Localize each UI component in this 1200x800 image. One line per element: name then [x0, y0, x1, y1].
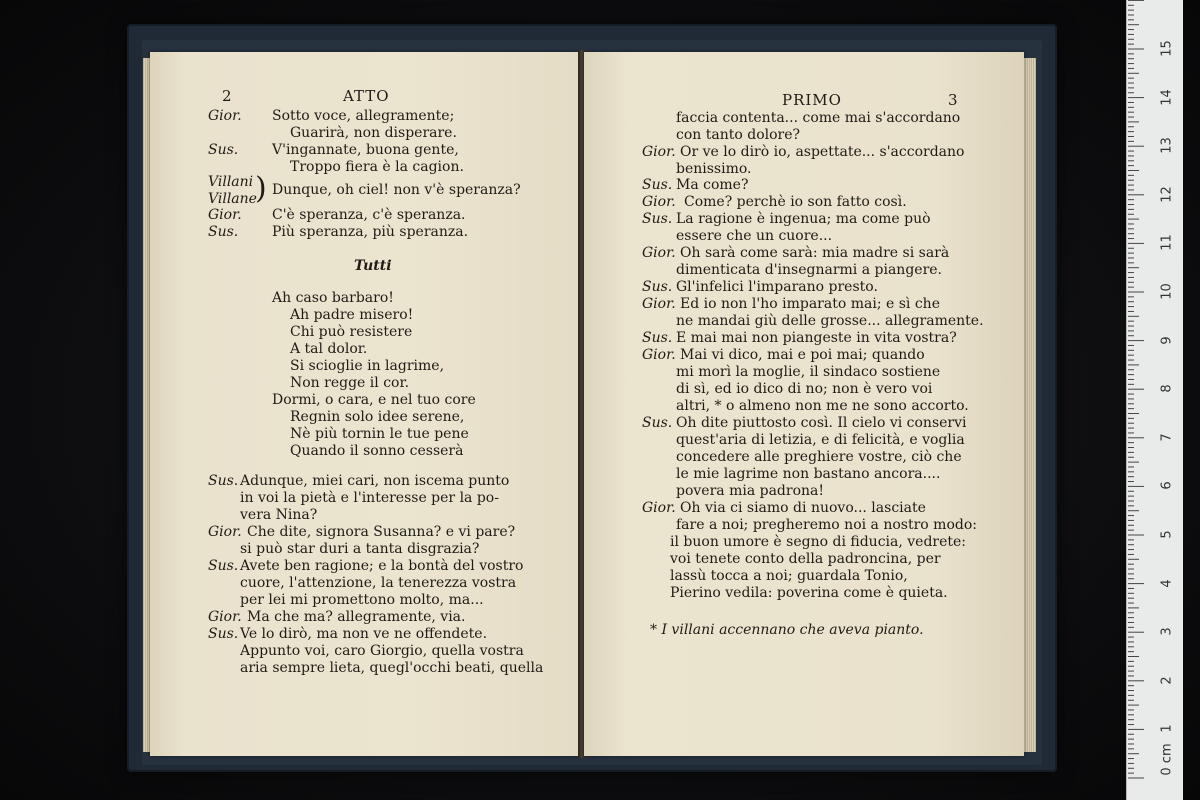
dialogue-line: Dunque, oh ciel! non v'è speranza? — [272, 182, 521, 198]
dialogue-line: ne mandai giù delle grosse... allegramente. — [676, 313, 984, 329]
right-page-edges — [1022, 58, 1036, 752]
speaker-label: Sus. — [208, 142, 239, 158]
dialogue-line: La ragione è ingenua; ma come può — [676, 211, 931, 227]
verse-line: Nè più tornin le tue pene — [290, 426, 469, 442]
dialogue-line: Mai vi dico, mai e poi mai; quando — [680, 347, 925, 363]
speaker-label: Gior. — [642, 296, 676, 312]
prose-line: vera Nina? — [240, 507, 318, 523]
speaker-label: Gior. — [642, 245, 676, 261]
ruler-number: 14 — [1159, 88, 1175, 106]
verse-line: Quando il sonno cesserà — [290, 443, 464, 459]
ruler-number: 1 — [1159, 724, 1175, 734]
prose-line: cuore, l'attenzione, la tenerezza vostra — [240, 575, 517, 591]
ruler-number: 4 — [1159, 578, 1175, 588]
verse-line: Dormi, o cara, e nel tuo core — [272, 392, 476, 408]
ruler-number: 6 — [1159, 481, 1175, 491]
speaker-label: Sus. — [642, 330, 673, 346]
verse-line: A tal dolor. — [290, 341, 368, 357]
speaker-label: Gior. — [642, 194, 676, 210]
dialogue-line: voi tenete conto della padroncina, per — [670, 551, 941, 567]
ruler-number: 11 — [1159, 234, 1175, 252]
dialogue-line: dimenticata d'insegnarmi a piangere. — [676, 262, 942, 278]
dialogue-line: di sì, ed io dico di no; non è vero voi — [676, 381, 933, 397]
prose-line: in voi la pietà e l'interesse per la po- — [240, 490, 499, 506]
dialogue-line: Guarirà, non disperare. — [290, 125, 457, 141]
speaker-label: Gior. — [208, 108, 242, 124]
dialogue-line: povera mia padrona! — [676, 483, 825, 499]
speaker-label: Gior. — [208, 609, 242, 625]
speaker-label: Sus. — [642, 211, 673, 227]
dialogue-line: Troppo fiera è la cagion. — [290, 159, 464, 175]
speaker-label: Sus. — [208, 558, 239, 574]
tutti-heading: Tutti — [354, 258, 392, 274]
dialogue-line: Pierino vedila: poverina come è quieta. — [670, 585, 948, 601]
verse-line: Ah caso barbaro! — [272, 290, 394, 306]
speaker-label: Sus. — [642, 279, 673, 295]
dialogue-line: Più speranza, più speranza. — [272, 224, 469, 240]
dialogue-line: Or ve lo dirò io, aspettate... s'accordano — [680, 144, 965, 160]
ruler-number: 3 — [1159, 627, 1175, 636]
dialogue-line: Oh sarà come sarà: mia madre si sarà — [680, 245, 950, 261]
verse-line: Ah padre misero! — [290, 307, 414, 323]
speaker-label: Villani — [208, 174, 254, 190]
ruler-number: 12 — [1159, 186, 1175, 203]
prose-line: si può star duri a tanta disgrazia? — [240, 541, 480, 557]
dialogue-line: quest'aria di letizia, e di felicità, e voglia — [676, 432, 965, 448]
prose-line: Che dite, signora Susanna? e vi pare? — [247, 524, 516, 540]
prose-line: per lei mi promettono molto, ma... — [240, 592, 484, 608]
dialogue-line: concedere alle preghiere vostre, ciò che — [676, 449, 962, 465]
prose-line: Avete ben ragione; e la bontà del vostro — [240, 558, 524, 574]
prose-line: Ma che ma? allegramente, via. — [247, 609, 466, 625]
speaker-label: Sus. — [208, 473, 239, 489]
dialogue-line: Oh via ci siamo di nuovo... lasciate — [680, 500, 926, 516]
verse-line: Si scioglie in lagrime, — [290, 358, 445, 374]
speaker-label: Gior. — [642, 144, 676, 160]
dialogue-line: Sotto voce, allegramente; — [272, 108, 455, 124]
ruler-number: 15 — [1159, 40, 1175, 57]
dialogue-line: Oh dite piuttosto così. Il cielo vi conservi — [676, 415, 967, 431]
footnote: * I villani accennano che aveva pianto. — [650, 622, 924, 638]
dialogue-line: lassù tocca a noi; guardala Tonio, — [670, 568, 908, 584]
dialogue-line: mi morì la moglie, il sindaco sostiene — [676, 364, 941, 380]
dialogue-line: Come? perchè io son fatto così. — [684, 194, 907, 210]
ruler-number: 8 — [1159, 384, 1175, 393]
speaker-label: Sus. — [642, 177, 673, 193]
ruler-ticks — [1127, 0, 1183, 800]
measurement-ruler — [1126, 0, 1183, 800]
speaker-label: Gior. — [208, 524, 242, 540]
ruler-number: 10 — [1159, 283, 1175, 300]
dialogue-line: il buon umore è segno di fiducia, vedrete: — [670, 534, 967, 550]
ruler-number: 9 — [1159, 335, 1175, 345]
speaker-label: Gior. — [642, 347, 676, 363]
dialogue-line: C'è speranza, c'è speranza. — [272, 207, 466, 223]
page-number: 3 — [948, 91, 959, 109]
dialogue-line: faccia contenta... come mai s'accordano — [676, 110, 961, 126]
left-page — [150, 52, 580, 756]
speaker-label: Sus. — [642, 415, 673, 431]
dialogue-line: fare a noi; pregheremo noi a nostro modo: — [676, 517, 977, 533]
ruler-number: 13 — [1159, 137, 1175, 154]
dialogue-line: benissimo. — [676, 161, 752, 177]
running-header: PRIMO — [782, 91, 842, 109]
dialogue-line: Gl'infelici l'imparano presto. — [676, 279, 878, 295]
prose-line: aria sempre lieta, quegl'occhi beati, quella — [240, 660, 544, 676]
running-header: ATTO — [343, 87, 390, 105]
speaker-label: Gior. — [208, 207, 242, 223]
dialogue-line: altri, * o almeno non me ne sono accorto. — [676, 398, 969, 414]
ruler-number: 2 — [1159, 676, 1175, 685]
prose-line: Ve lo dirò, ma non ve ne offendete. — [240, 626, 488, 642]
speaker-label: Gior. — [642, 500, 676, 516]
verse-line: Non regge il cor. — [290, 375, 410, 391]
dialogue-line: le mie lagrime non bastano ancora.... — [676, 466, 941, 482]
dialogue-line: E mai mai non piangeste in vita vostra? — [676, 330, 957, 346]
dialogue-line: con tanto dolore? — [676, 127, 801, 143]
page-number: 2 — [222, 87, 233, 105]
ruler-number: 7 — [1159, 433, 1175, 442]
right-page — [584, 52, 1024, 756]
dialogue-line: Ed io non l'ho imparato mai; e sì che — [680, 296, 940, 312]
speaker-label: Villane — [208, 191, 257, 207]
speaker-label: Sus. — [208, 224, 239, 240]
verse-line: Regnin solo idee serene, — [290, 409, 465, 425]
dialogue-line: essere che un cuore... — [676, 228, 833, 244]
ruler-number: 5 — [1159, 530, 1175, 539]
ruler-unit-label: 0 cm — [1159, 743, 1175, 776]
speaker-label: Sus. — [208, 626, 239, 642]
prose-line: Adunque, miei cari, non iscema punto — [240, 473, 510, 489]
dialogue-line: Ma come? — [676, 177, 749, 193]
prose-line: Appunto voi, caro Giorgio, quella vostra — [240, 643, 524, 659]
brace: ) — [255, 171, 267, 206]
dialogue-line: V'ingannate, buona gente, — [272, 142, 459, 158]
verse-line: Chi può resistere — [290, 324, 413, 340]
